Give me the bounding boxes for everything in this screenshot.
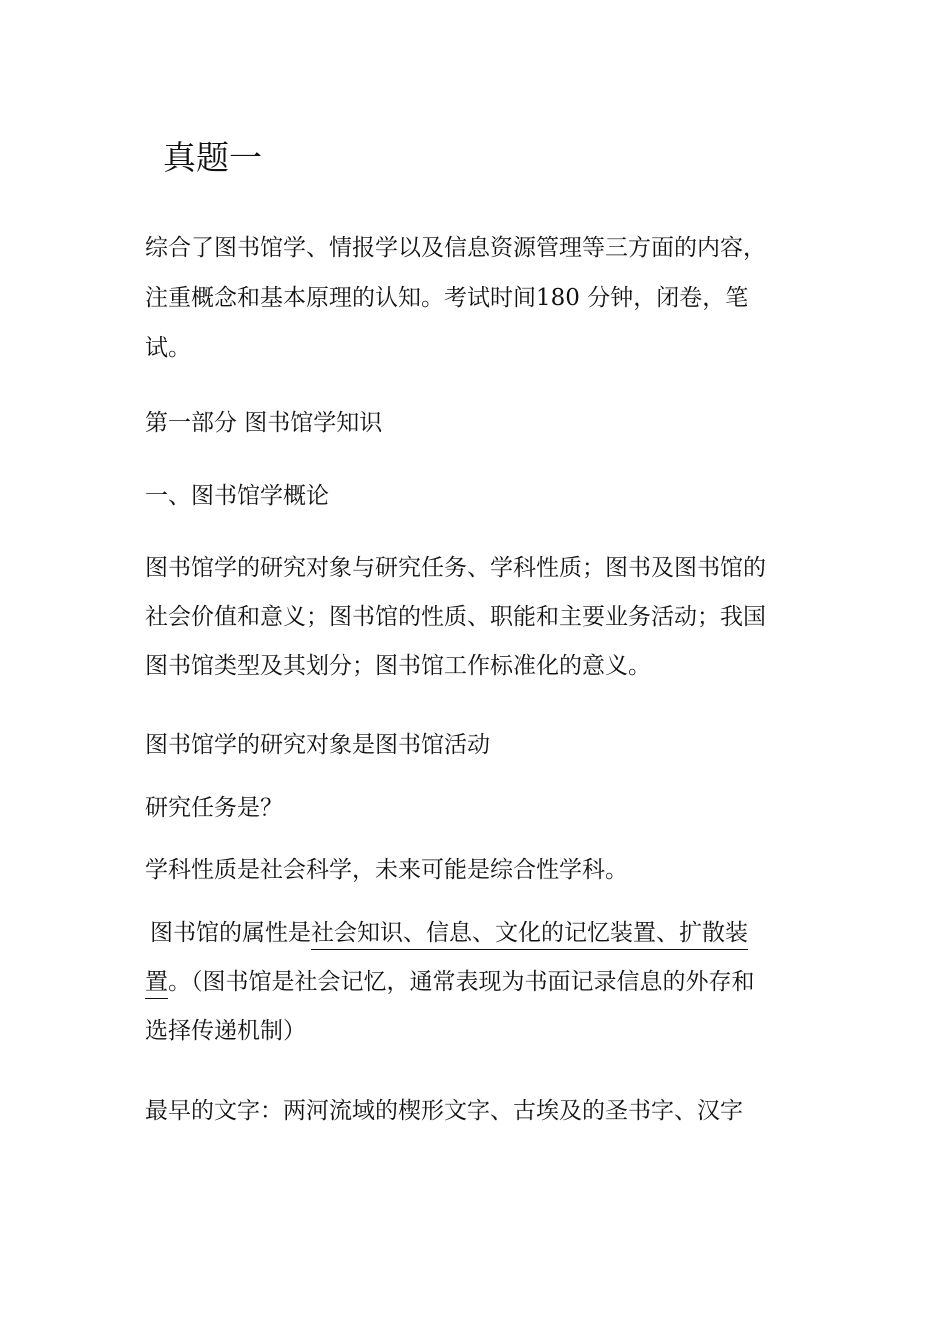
intro-line-1: 综合了图书馆学、情报学以及信息资源管理等三方面的内容， [145,235,766,261]
overview-line-1: 图书馆学的研究对象与研究任务、学科性质；图书及图书馆的 [145,555,766,581]
note-research-task: 研究任务是？ [145,795,283,821]
note-attribute-line-2 [145,966,755,998]
intro-line-3: 试。 [145,335,191,361]
section-heading: 一、图书馆学概论 [145,483,329,509]
attribute-prefix: 图书馆的属性是 [150,920,311,946]
note-discipline-nature: 学科性质是社会科学，未来可能是综合性学科。 [145,857,628,883]
overview-line-3: 图书馆类型及其划分；图书馆工作标准化的意义。 [145,653,651,679]
overview-line-2: 社会价值和意义；图书馆的性质、职能和主要业务活动；我国 [145,604,766,630]
note-earliest-writing: 最早的文字：两河流域的楔形文字、古埃及的圣书字、汉字 [145,1098,743,1124]
part-heading: 第一部分 图书馆学知识 [145,410,383,436]
attribute-explanation: 。（图书馆是社会记忆，通常表现为书面记录信息的外存和 [168,969,755,995]
note-research-object: 图书馆学的研究对象是图书馆活动 [145,732,490,758]
attribute-underlined-text-cont: 置 [145,969,168,999]
intro-line-2: 注重概念和基本原理的认知。考试时间180 分钟，闭卷，笔 [145,285,749,311]
note-attribute-line-3: 选择传递机制） [145,1018,306,1044]
attribute-underlined-text: 社会知识、信息、文化的记忆装置、扩散装 [311,920,748,950]
note-attribute-line-1 [150,917,748,949]
page-title: 真题一 [163,138,262,177]
